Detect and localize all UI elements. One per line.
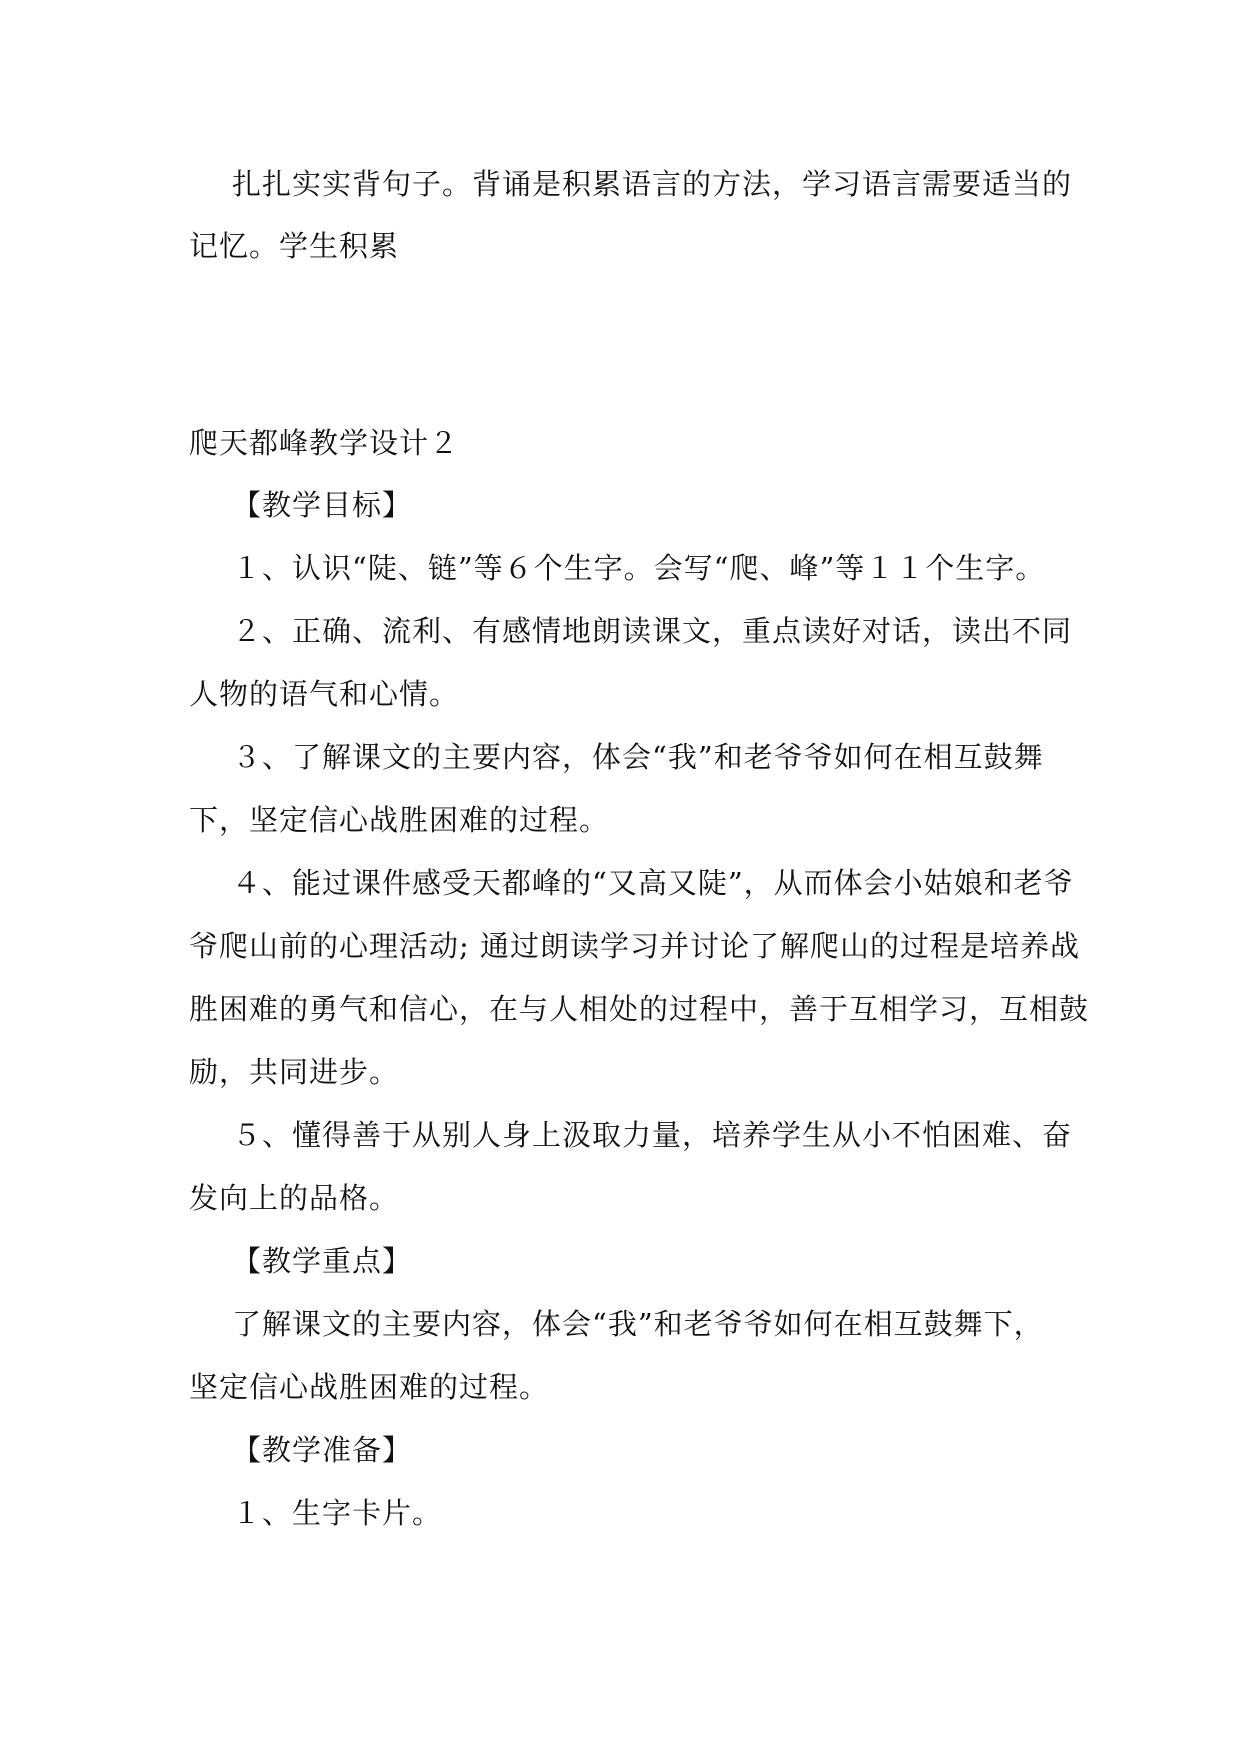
heading-teaching-preparation: 【教学准备】 bbox=[232, 1433, 413, 1467]
list-item-continuation: 下，坚定信心战胜困难的过程。 bbox=[189, 803, 610, 837]
section-title: 爬天都峰教学设计２ bbox=[189, 426, 460, 460]
heading-teaching-goals: 【教学目标】 bbox=[232, 488, 413, 522]
list-item-continuation: 发向上的品格。 bbox=[189, 1181, 400, 1215]
paragraph-line: 坚定信心战胜困难的过程。 bbox=[189, 1370, 550, 1404]
paragraph-line: 了解课文的主要内容，体会“我”和老爷爷如何在相互鼓舞下， bbox=[232, 1307, 1044, 1341]
list-item: １、生字卡片。 bbox=[232, 1496, 443, 1530]
list-item-continuation: 爷爬山前的心理活动; 通过朗读学习并讨论了解爬山的过程是培养战 bbox=[189, 929, 1080, 963]
list-item: １、认识“陡、链”等６个生字。会写“爬、峰”等１１个生字。 bbox=[232, 551, 1046, 585]
list-item: ４、能过课件感受天都峰的“又高又陡”，从而体会小姑娘和老爷 bbox=[232, 866, 1074, 900]
list-item-continuation: 人物的语气和心情。 bbox=[189, 677, 460, 711]
list-item: ２、正确、流利、有感情地朗读课文，重点读好对话，读出不同 bbox=[232, 614, 1073, 648]
list-item: ３、了解课文的主要内容，体会“我”和老爷爷如何在相互鼓舞 bbox=[232, 740, 1044, 774]
heading-teaching-focus: 【教学重点】 bbox=[232, 1244, 413, 1278]
list-item-continuation: 胜困难的勇气和信心，在与人相处的过程中，善于互相学习，互相鼓 bbox=[189, 992, 1090, 1026]
paragraph-line: 扎扎实实背句子。背诵是积累语言的方法，学习语言需要适当的 bbox=[232, 167, 1073, 201]
list-item-continuation: 励，共同进步。 bbox=[189, 1055, 400, 1089]
paragraph-line: 记忆。学生积累 bbox=[189, 229, 400, 263]
list-item: ５、懂得善于从别人身上汲取力量，培养学生从小不怕困难、奋 bbox=[232, 1118, 1073, 1152]
